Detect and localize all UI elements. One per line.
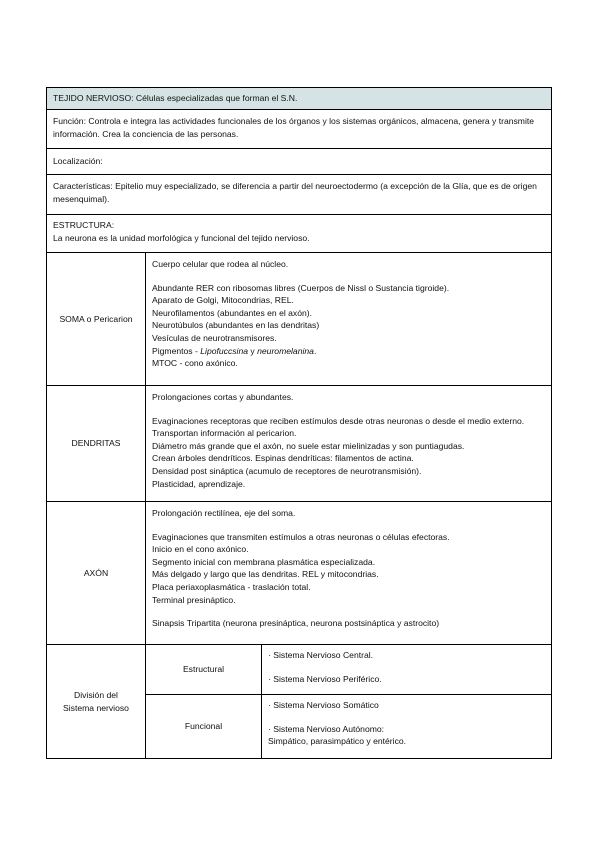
tejido-nervioso-table — [46, 87, 552, 759]
funcion-text: Controla e integra las actividades funcionales de los órganos y los sistemas orgánicos, almacena, genera y transmite información. Crea la conciencia de las personas. — [53, 116, 535, 139]
pigmentos-suffix: . — [313, 345, 317, 356]
axon-label: AXÓN — [47, 502, 146, 645]
axon-content — [146, 502, 552, 645]
funcional-label: Funcional — [146, 695, 262, 759]
pigmentos-line — [152, 345, 545, 358]
localizacion-cell — [47, 149, 552, 175]
dendritas-intro: Prolongaciones cortas y abundantes. — [152, 392, 294, 402]
division-label — [47, 645, 146, 759]
list-item: Vesículas de neurotransmisores. — [152, 332, 277, 343]
pigmentos-prefix: Pigmentos - — [152, 345, 201, 356]
list-item: Crean árboles dendríticos. Espinas dendríticas: filamentos de actina. — [152, 453, 414, 464]
estructura-text: La neurona es la unidad morfológica y funcional del tejido nervioso. — [53, 232, 310, 243]
list-item: Plasticidad, aprendizaje. — [152, 478, 246, 489]
division-label-line-2: Sistema nervioso — [63, 702, 129, 713]
soma-content — [146, 253, 552, 386]
list-item: Aparato de Golgi, Mitocondrias, REL. — [152, 295, 294, 306]
list-item: Diámetro más grande que el axón, no suele estar mielinizadas y son puntiagudas. — [152, 440, 465, 451]
pigmento-lipofuccsina: Lipofuccsina — [200, 345, 249, 356]
estructural-content — [262, 645, 552, 695]
soma-label: SOMA o Pericarion — [47, 253, 146, 386]
funcion-row — [47, 110, 552, 149]
pigmentos-and: y — [248, 345, 258, 356]
list-item: · Sistema Nervioso Somático — [268, 700, 379, 710]
dendritas-evaginaciones: Evaginaciones receptoras que reciben estímulos desde otras neuronas o desde el medio externo. Transportan información al pericarion. — [152, 415, 525, 439]
soma-intro: Cuerpo celular que rodea al núcleo. — [152, 259, 289, 269]
list-item: Segmento inicial con membrana plasmática especializada. — [152, 556, 376, 567]
estructura-cell — [47, 215, 552, 253]
dendritas-content — [146, 386, 552, 502]
mtoc-line: MTOC - cono axónico. — [152, 358, 238, 369]
dendritas-label: DENDRITAS — [47, 386, 146, 502]
funcion-cell — [47, 110, 552, 149]
division-label-line-1: División del — [74, 689, 118, 700]
soma-row — [47, 253, 552, 386]
header-row — [47, 88, 552, 110]
localizacion-row — [47, 149, 552, 175]
list-item: Más delgado y largo que las dendritas. REL y mitocondrias. — [152, 569, 379, 580]
list-item: · Sistema Nervioso Autónomo: — [268, 723, 385, 734]
division-estructural-row — [47, 645, 552, 695]
pigmento-neuromelanina: neuromelanina — [257, 345, 314, 356]
estructura-label: ESTRUCTURA: — [53, 220, 115, 230]
caracteristicas-label: Características: — [53, 181, 113, 191]
document-page — [46, 87, 551, 759]
list-item: Evaginaciones que transmiten estímulos a otras neuronas o células efectoras. — [152, 531, 450, 542]
list-item: Densidad post sináptica (acumulo de receptores de neurotransmisión). — [152, 465, 422, 476]
list-item-sub: Simpático, parasimpático y entérico. — [268, 736, 407, 747]
list-item: · Sistema Nervioso Periférico. — [268, 673, 382, 684]
caracteristicas-text: Epitelio muy especializado, se diferencia a partir del neuroectodermo (a excepción de la Glía, que es de origen mesenquimal). — [53, 181, 537, 204]
caracteristicas-row — [47, 175, 552, 215]
estructural-label: Estructural — [146, 645, 262, 695]
list-item: Neurofilamentos (abundantes en el axón). — [152, 307, 313, 318]
axon-row — [47, 502, 552, 645]
list-item: · Sistema Nervioso Central. — [268, 650, 374, 660]
list-item: Terminal presináptico. — [152, 594, 236, 605]
list-item: Inicio en el cono axónico. — [152, 544, 249, 555]
list-item: Abundante RER con ribosomas libres (Cuerpos de Nissl o Sustancia tigroide). — [152, 282, 450, 293]
funcion-label: Función: — [53, 116, 86, 126]
funcional-content — [262, 695, 552, 759]
axon-intro: Prolongación rectilínea, eje del soma. — [152, 508, 296, 518]
list-item: Placa periaxoplasmática - traslación total. — [152, 581, 311, 592]
table-title: TEJIDO NERVIOSO: Células especializadas que forman el S.N. — [47, 88, 552, 110]
estructura-row — [47, 215, 552, 253]
caracteristicas-cell — [47, 175, 552, 215]
localizacion-label: Localización: — [53, 156, 103, 167]
axon-sinapsis: Sinapsis Tripartita (neurona presináptica, neurona postsináptica y astrocito) — [152, 618, 440, 629]
dendritas-row — [47, 386, 552, 502]
list-item: Neurotúbulos (abundantes en las dendritas) — [152, 320, 320, 331]
